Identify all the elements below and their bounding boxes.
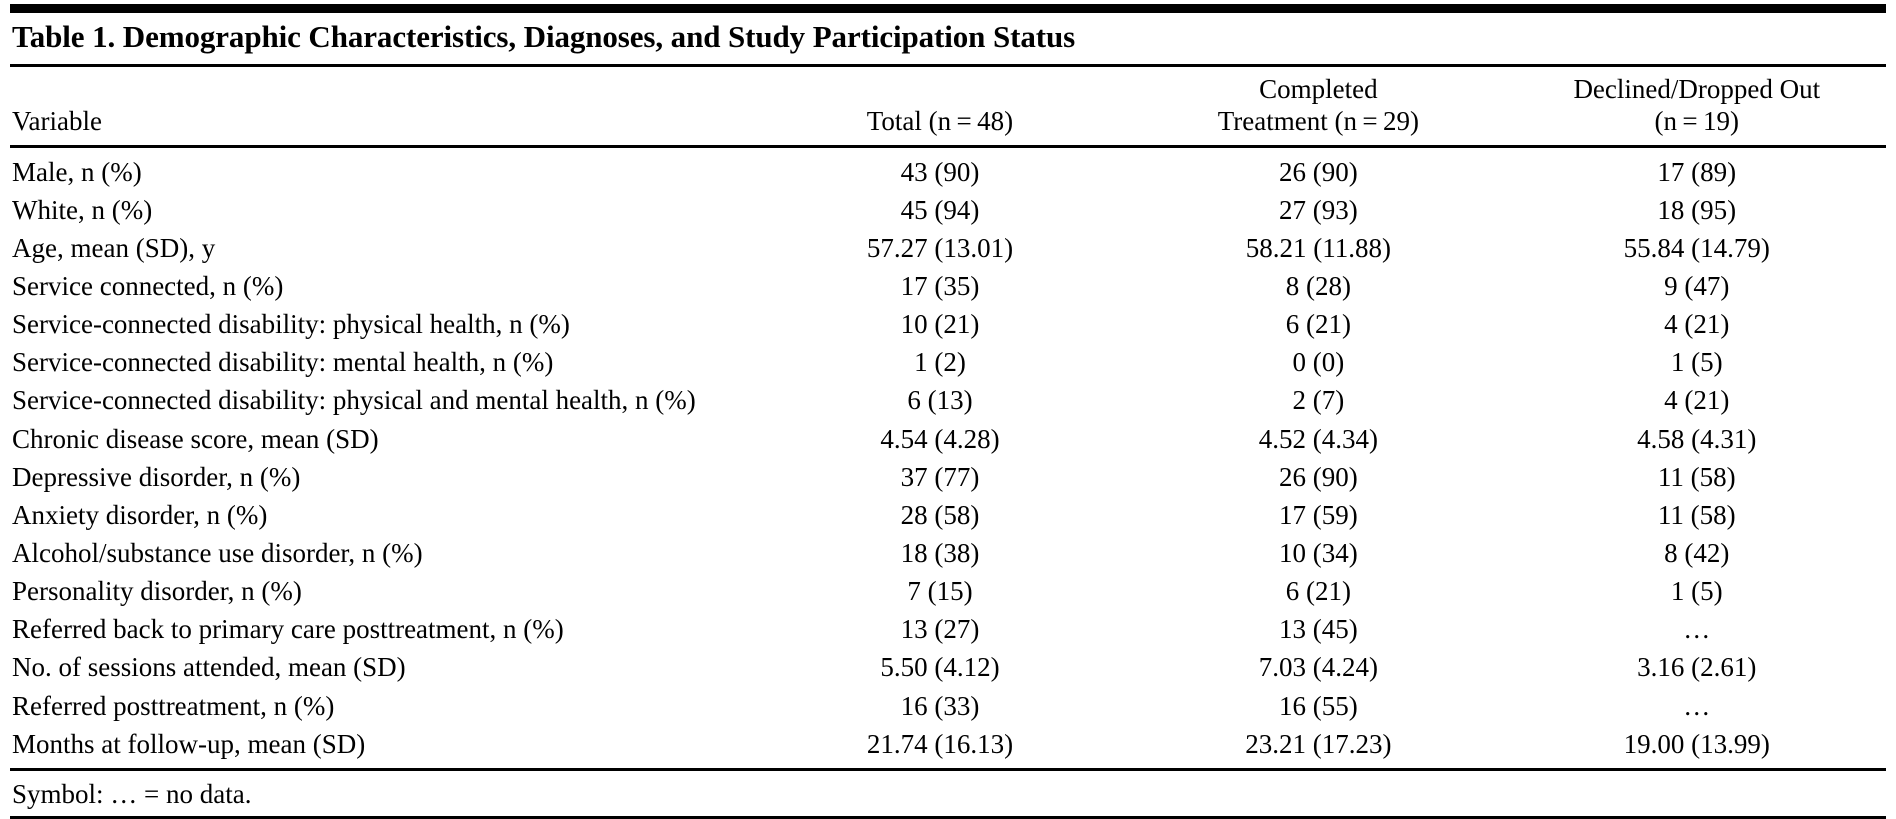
cell-total: 1 (2)	[914, 347, 966, 378]
table-row	[10, 343, 1886, 381]
cell-total: 28 (58)	[900, 499, 980, 530]
table-row	[10, 381, 1886, 419]
cell-completed: 13 (45)	[1279, 614, 1358, 645]
cell-total: 16 (33)	[900, 690, 980, 721]
cell-variable: Months at follow-up, mean (SD)	[12, 728, 366, 759]
cell-completed: 8 (28)	[1285, 270, 1351, 301]
cell-variable: White, n (%)	[12, 194, 153, 225]
table-row	[10, 267, 1886, 305]
cell-completed: 58.21 (11.88)	[1245, 232, 1391, 263]
cell-completed: 26 (90)	[1279, 461, 1358, 492]
cell-declined: 18 (95)	[1657, 194, 1737, 225]
cell-total: 7 (15)	[907, 576, 973, 607]
table-row	[10, 229, 1886, 267]
cell-declined: …	[1683, 690, 1711, 721]
cell-variable: No. of sessions attended, mean (SD)	[12, 652, 406, 683]
table-header	[10, 67, 1886, 145]
cell-declined: 1 (5)	[1670, 576, 1723, 607]
cell-total: 18 (38)	[900, 537, 980, 568]
table-row	[10, 572, 1886, 610]
table-row	[10, 191, 1886, 229]
cell-variable: Referred back to primary care posttreatment, n (%)	[12, 614, 564, 645]
table-row	[10, 610, 1886, 648]
cell-declined: 9 (47)	[1664, 270, 1730, 301]
top-border-rule	[10, 4, 1886, 13]
cell-declined: 11 (58)	[1657, 499, 1736, 530]
cell-declined: 55.84 (14.79)	[1623, 232, 1770, 263]
table-row	[10, 648, 1886, 686]
table-body	[10, 148, 1886, 768]
column-header-declined-line2: (n = 19)	[1654, 106, 1740, 137]
cell-declined: 8 (42)	[1664, 537, 1730, 568]
cell-completed: 17 (59)	[1279, 499, 1358, 530]
cell-completed: 23.21 (17.23)	[1245, 728, 1392, 759]
column-header-declined	[1508, 67, 1886, 145]
cell-total: 4.54 (4.28)	[880, 423, 1000, 454]
cell-variable: Depressive disorder, n (%)	[12, 461, 301, 492]
cell-total: 17 (35)	[900, 270, 980, 301]
column-header-variable: Variable	[12, 106, 102, 137]
table-row	[10, 496, 1886, 534]
table-row	[10, 305, 1886, 343]
cell-variable: Personality disorder, n (%)	[12, 576, 302, 607]
cell-variable: Service-connected disability: physical and mental health, n (%)	[12, 385, 696, 416]
cell-completed: 10 (34)	[1279, 537, 1358, 568]
cell-declined: 17 (89)	[1657, 156, 1737, 187]
cell-completed: 6 (21)	[1285, 309, 1351, 340]
cell-variable: Male, n (%)	[12, 156, 142, 187]
data-table-body-wrapper	[10, 148, 1886, 768]
cell-declined: …	[1683, 614, 1711, 645]
cell-declined: 4.58 (4.31)	[1637, 423, 1757, 454]
column-header-total-label: Total (n = 48)	[866, 106, 1014, 137]
cell-declined: 11 (58)	[1657, 461, 1736, 492]
cell-total: 43 (90)	[900, 156, 980, 187]
cell-variable: Service-connected disability: mental health, n (%)	[12, 347, 554, 378]
cell-variable: Service connected, n (%)	[12, 270, 284, 301]
cell-declined: 4 (21)	[1664, 309, 1730, 340]
column-header-completed	[1129, 67, 1507, 145]
cell-variable: Age, mean (SD), y	[12, 232, 216, 263]
cell-total: 10 (21)	[900, 309, 980, 340]
table-row	[10, 534, 1886, 572]
cell-completed: 26 (90)	[1279, 156, 1358, 187]
cell-completed: 6 (21)	[1285, 576, 1351, 607]
cell-variable: Alcohol/substance use disorder, n (%)	[12, 537, 423, 568]
cell-total: 5.50 (4.12)	[880, 652, 1000, 683]
cell-declined: 3.16 (2.61)	[1637, 652, 1757, 683]
cell-total: 37 (77)	[900, 461, 980, 492]
cell-declined: 4 (21)	[1664, 385, 1730, 416]
table-row	[10, 420, 1886, 458]
cell-total: 13 (27)	[900, 614, 980, 645]
data-table	[10, 67, 1886, 145]
cell-variable: Service-connected disability: physical health, n (%)	[12, 309, 570, 340]
cell-completed: 0 (0)	[1292, 347, 1345, 378]
cell-completed: 4.52 (4.34)	[1258, 423, 1378, 454]
cell-declined: 19.00 (13.99)	[1623, 728, 1770, 759]
table-title: Table 1. Demographic Characteristics, Diagnoses, and Study Participation Status	[12, 19, 1076, 54]
column-header-completed-line2: Treatment (n = 29)	[1217, 106, 1419, 137]
table-row	[10, 687, 1886, 725]
column-header-completed-line1: Completed	[1259, 73, 1378, 104]
cell-completed: 16 (55)	[1279, 690, 1358, 721]
cell-total: 6 (13)	[907, 385, 973, 416]
cell-variable: Referred posttreatment, n (%)	[12, 690, 335, 721]
column-header-total	[751, 67, 1129, 145]
table-footnote: Symbol: … = no data.	[12, 778, 252, 809]
cell-completed: 7.03 (4.24)	[1258, 652, 1378, 683]
table-page	[0, 4, 1896, 817]
column-header-declined-line1: Declined/Dropped Out	[1573, 73, 1821, 104]
cell-variable: Chronic disease score, mean (SD)	[12, 423, 379, 454]
cell-variable: Anxiety disorder, n (%)	[12, 499, 268, 530]
cell-total: 21.74 (16.13)	[866, 728, 1014, 759]
table-row	[10, 725, 1886, 768]
cell-total: 57.27 (13.01)	[866, 232, 1014, 263]
table-row	[10, 148, 1886, 191]
cell-declined: 1 (5)	[1670, 347, 1723, 378]
cell-completed: 27 (93)	[1279, 194, 1358, 225]
cell-completed: 2 (7)	[1292, 385, 1345, 416]
table-header-row	[10, 67, 1886, 145]
cell-total: 45 (94)	[900, 194, 980, 225]
table-row	[10, 458, 1886, 496]
